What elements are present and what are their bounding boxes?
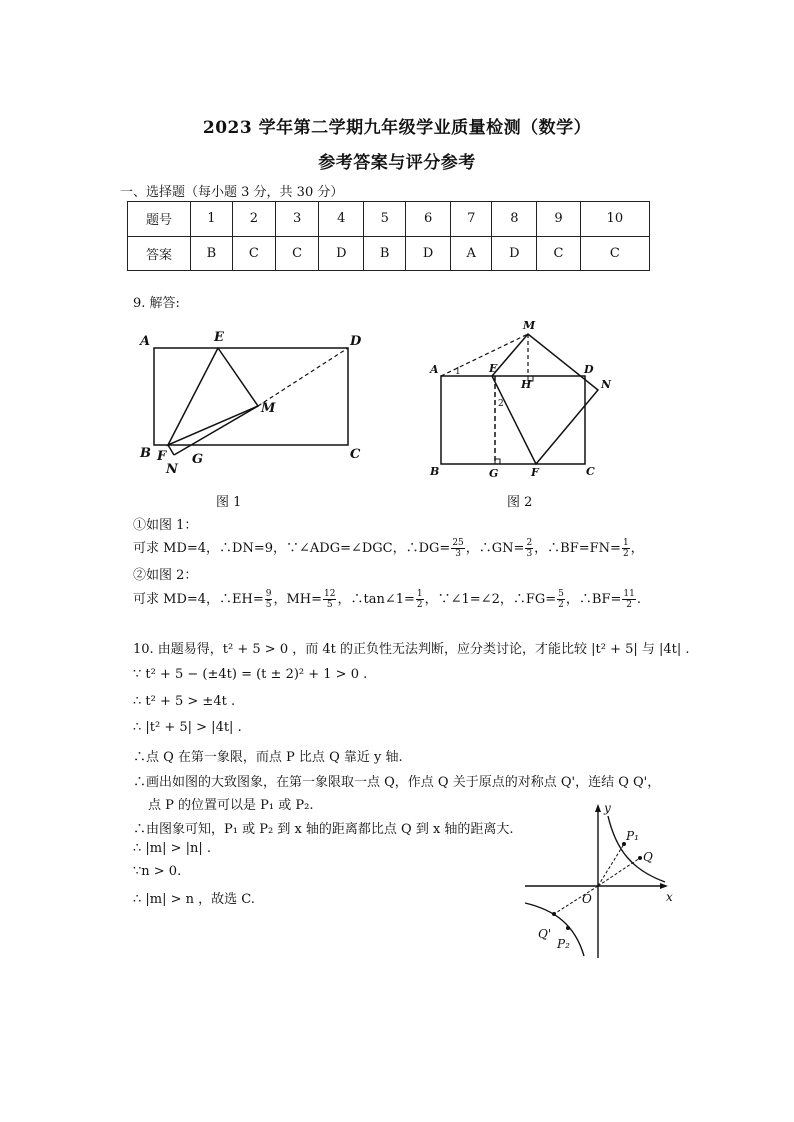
numerator: 9	[265, 589, 272, 599]
label-g: G	[192, 452, 204, 467]
table-cell: 10	[580, 202, 649, 237]
table-cell: B	[191, 236, 233, 271]
case-2-heading: ②如图 2：	[133, 568, 198, 583]
hyperbola-graph	[520, 800, 680, 965]
table-cell: B	[364, 236, 406, 271]
case-1-line	[133, 537, 644, 559]
table-row	[128, 236, 650, 271]
fraction	[557, 589, 565, 610]
table-header-cell: 答案	[128, 236, 191, 271]
label-p2: P₂	[557, 937, 570, 951]
denominator: 2	[622, 549, 629, 559]
table-cell: 7	[451, 202, 492, 237]
label-f: F	[531, 466, 539, 479]
hyperbola-branch-q3	[525, 903, 584, 956]
table-cell: C	[232, 236, 275, 271]
rectangle-abcd	[441, 376, 585, 464]
fraction	[622, 538, 630, 559]
label-n: N	[601, 378, 612, 391]
numerator: 25	[452, 538, 464, 548]
label-c: C	[350, 447, 361, 462]
label-m: M	[261, 401, 276, 416]
q10-line-10: ∵n > 0.	[133, 864, 182, 879]
text-segment: 可求 MD=4，∴EH=	[133, 592, 264, 607]
label-d: D	[584, 363, 594, 376]
text-segment: ，∴tan∠1=	[337, 592, 415, 607]
table-cell: 1	[191, 202, 233, 237]
segment-oq	[598, 858, 640, 886]
table-cell: C	[580, 236, 649, 271]
text-segment: .	[636, 592, 641, 607]
fraction	[265, 589, 273, 610]
table-cell: 2	[232, 202, 275, 237]
q10-line-2: ∵ t² + 5 − (±4t) = (t ± 2)² + 1 > 0 .	[133, 667, 368, 682]
hyperbola-branch-q1	[608, 816, 665, 882]
label-a: A	[140, 334, 151, 349]
label-angle-2: 2	[498, 399, 504, 409]
q10-line-11: ∴ |m| > n ，故选 C.	[133, 892, 255, 907]
text-segment: ，	[630, 541, 644, 556]
quad-emnf	[492, 334, 598, 464]
figure-1	[130, 320, 380, 480]
figure-2-caption: 图 2	[507, 495, 533, 510]
text-segment: 可求 MD=4，∴DN=9，∵∠ADG=∠DGC，∴DG=	[133, 541, 451, 556]
segment-op1	[598, 844, 624, 886]
label-b: B	[140, 446, 151, 461]
label-angle-1: 1	[455, 367, 461, 377]
fraction	[323, 589, 336, 610]
q10-line-6: ∴画出如图的大致图象，在第一象限取一点 Q，作点 Q 关于原点的对称点 Q'，连结 Q Q'，	[133, 775, 661, 790]
denominator: 5	[265, 600, 272, 610]
fraction	[451, 538, 464, 559]
denominator: 2	[416, 600, 423, 610]
fraction	[622, 589, 635, 610]
table-cell: A	[451, 236, 492, 271]
table-cell: 4	[319, 202, 364, 237]
document-title: 2023 学年第二学期九年级学业质量检测（数学）	[202, 118, 592, 138]
table-cell: 8	[492, 202, 537, 237]
table-cell: C	[537, 236, 580, 271]
label-p1: P₁	[626, 829, 639, 843]
table-cell: C	[275, 236, 318, 271]
q10-line-4: ∴ |t² + 5| > |4t| .	[133, 720, 242, 735]
text-segment: ，∴BF=FN=	[534, 541, 621, 556]
label-c: C	[586, 465, 595, 478]
segment-fn	[168, 445, 174, 455]
point-q-prime	[552, 912, 556, 916]
table-cell: D	[492, 236, 537, 271]
text-segment: ，∴BF=	[565, 592, 622, 607]
label-origin: O	[582, 892, 592, 906]
table-cell: 3	[275, 202, 318, 237]
table-row	[128, 202, 650, 237]
label-b: B	[430, 465, 440, 478]
label-d: D	[350, 334, 362, 349]
segment-md-dashed	[258, 348, 348, 406]
numerator: 12	[324, 589, 336, 599]
segment-nm	[174, 406, 258, 455]
fraction	[416, 589, 424, 610]
q10-line-7: 点 P 的位置可以是 P₁ 或 P₂.	[148, 798, 314, 813]
numerator: 5	[558, 589, 564, 599]
table-cell: 5	[364, 202, 406, 237]
denominator: 5	[326, 600, 333, 610]
figure-1-caption: 图 1	[216, 495, 242, 510]
q9-heading: 9. 解答:	[133, 296, 180, 311]
numerator: 2	[526, 538, 533, 548]
triangle-efm	[168, 348, 258, 445]
section-heading: 一、选择题（每小题 3 分，共 30 分）	[120, 185, 344, 200]
numerator: 1	[416, 589, 423, 599]
text-segment: ，∴GN=	[465, 541, 525, 556]
numerator: 11	[623, 589, 635, 599]
document-subtitle: 参考答案与评分参考	[318, 153, 476, 173]
label-f: F	[157, 449, 167, 464]
label-n: N	[166, 462, 178, 477]
denominator: 3	[455, 549, 461, 559]
table-cell: D	[319, 236, 364, 271]
answer-table	[127, 201, 650, 271]
denominator: 2	[558, 600, 564, 610]
case-2-line	[133, 588, 641, 610]
q10-line-8: ∴由图象可知，P₁ 或 P₂ 到 x 轴的距离都比点 Q 到 x 轴的距离大.	[133, 822, 514, 837]
fraction	[525, 538, 533, 559]
table-cell: 9	[537, 202, 580, 237]
table-header-cell: 题号	[128, 202, 191, 237]
denominator: 3	[526, 549, 533, 559]
q10-line-5: ∴点 Q 在第一象限，而点 P 比点 Q 靠近 y 轴.	[133, 750, 403, 765]
denominator: 2	[626, 600, 632, 610]
label-e: E	[214, 330, 224, 345]
label-y: y	[604, 801, 611, 815]
label-q: Q	[643, 850, 653, 864]
case-1-heading: ①如图 1：	[133, 518, 198, 533]
label-x: x	[666, 890, 673, 904]
label-e: E	[489, 362, 498, 375]
numerator: 1	[622, 538, 629, 548]
text-segment: ，MH=	[273, 592, 323, 607]
q10-line-3: ∴ t² + 5 > ±4t .	[133, 694, 236, 709]
label-g: G	[489, 467, 499, 480]
text-segment: ，∵∠1=∠2，∴FG=	[424, 592, 557, 607]
label-h: H	[521, 378, 532, 391]
label-q-prime: Q'	[538, 927, 552, 941]
label-m: M	[523, 319, 536, 332]
point-p2	[566, 926, 570, 930]
figure-2	[425, 318, 625, 483]
q10-line-9: ∴ |m| > |n| .	[133, 841, 212, 856]
point-q	[638, 856, 642, 860]
label-a: A	[430, 363, 439, 376]
x-axis-arrow-icon	[660, 883, 668, 889]
y-axis-arrow-icon	[595, 804, 601, 812]
table-cell: 6	[406, 202, 451, 237]
table-cell: D	[406, 236, 451, 271]
q10-line-1: 10. 由题易得，t² + 5 > 0 ，而 4t 的正负性无法判断，应分类讨论，才能比较 |t² + 5| 与 |4t| .	[133, 642, 690, 657]
